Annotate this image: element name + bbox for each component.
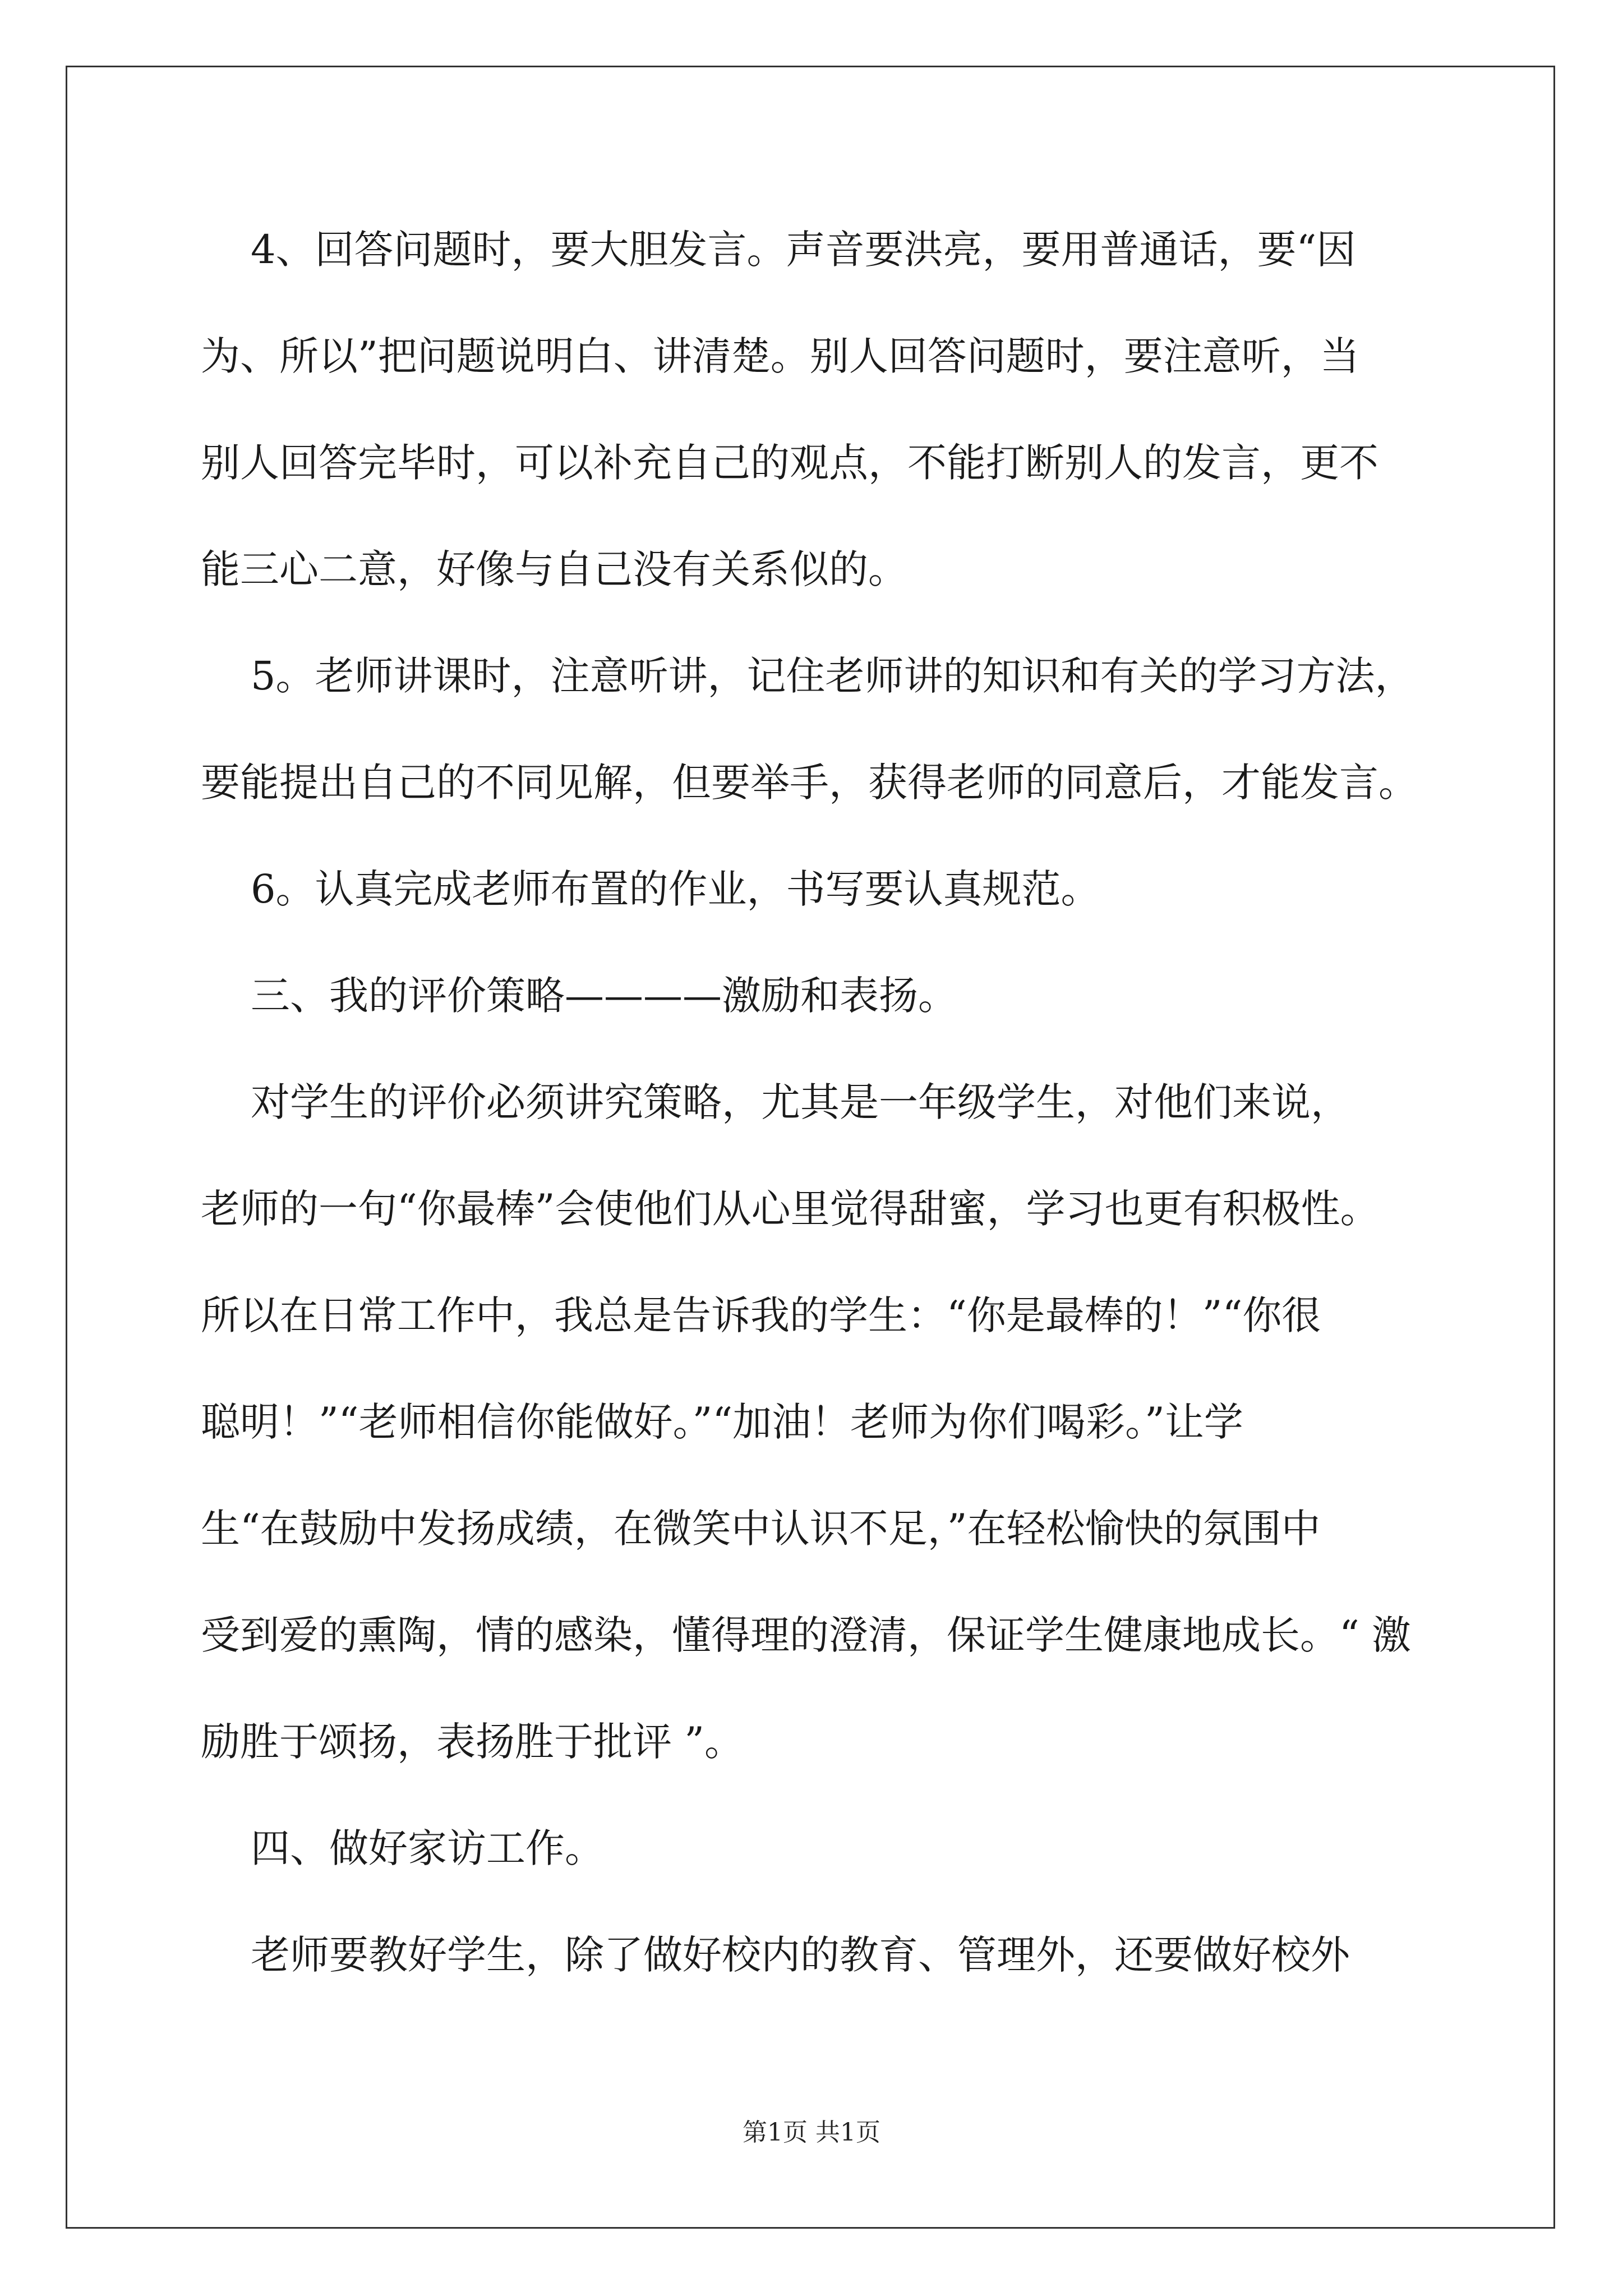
text-line: 四、做好家访工作。 bbox=[201, 1825, 605, 1871]
text-line: 4、回答问题时，要大胆发言。声音要洪亮，要用普通话，要“因 bbox=[201, 227, 1356, 273]
text-line: 为、所以”把问题说明白、讲清楚。别人回答问题时，要注意听，当 bbox=[201, 333, 1359, 379]
text-line: 5。老师讲课时，注意听讲，记住老师讲的知识和有关的学习方法， bbox=[201, 653, 1414, 699]
text-line: 所以在日常工作中，我总是告诉我的学生：“你是最棒的！”“你很 bbox=[201, 1292, 1321, 1338]
text-line: 对学生的评价必须讲究策略，尤其是一年级学生，对他们来说， bbox=[201, 1079, 1350, 1125]
text-line: 要能提出自己的不同见解，但要举手，获得老师的同意后，才能发言。 bbox=[201, 760, 1418, 806]
page-footer: 第1页 共1页 bbox=[743, 2118, 880, 2147]
text-line: 老师的一句“你最棒”会使他们从心里觉得甜蜜，学习也更有积极性。 bbox=[201, 1186, 1380, 1232]
text-line: 能三心二意，好像与自己没有关系似的。 bbox=[201, 546, 907, 592]
text-line: 生“在鼓励中发扬成绩，在微笑中认识不足，”在轻松愉快的氛围中 bbox=[201, 1506, 1321, 1552]
text-line: 聪明！”“老师相信你能做好。”“加油！老师为你们喝彩。”让学 bbox=[201, 1399, 1243, 1445]
text-line: 老师要教好学生，除了做好校内的教育、管理外，还要做好校外 bbox=[201, 1932, 1350, 1978]
text-line: 别人回答完毕时，可以补充自己的观点，不能打断别人的发言，更不 bbox=[201, 440, 1378, 486]
page-border bbox=[66, 66, 1555, 2229]
text-line: 6。认真完成老师布置的作业，书写要认真规范。 bbox=[201, 866, 1100, 912]
text-line: 三、我的评价策略————激励和表扬。 bbox=[201, 973, 958, 1019]
text-line: 励胜于颂扬，表扬胜于批评 ”。 bbox=[201, 1719, 744, 1765]
text-line: 受到爱的熏陶，情的感染，懂得理的澄清，保证学生健康地成长。“ 激 bbox=[201, 1612, 1412, 1658]
